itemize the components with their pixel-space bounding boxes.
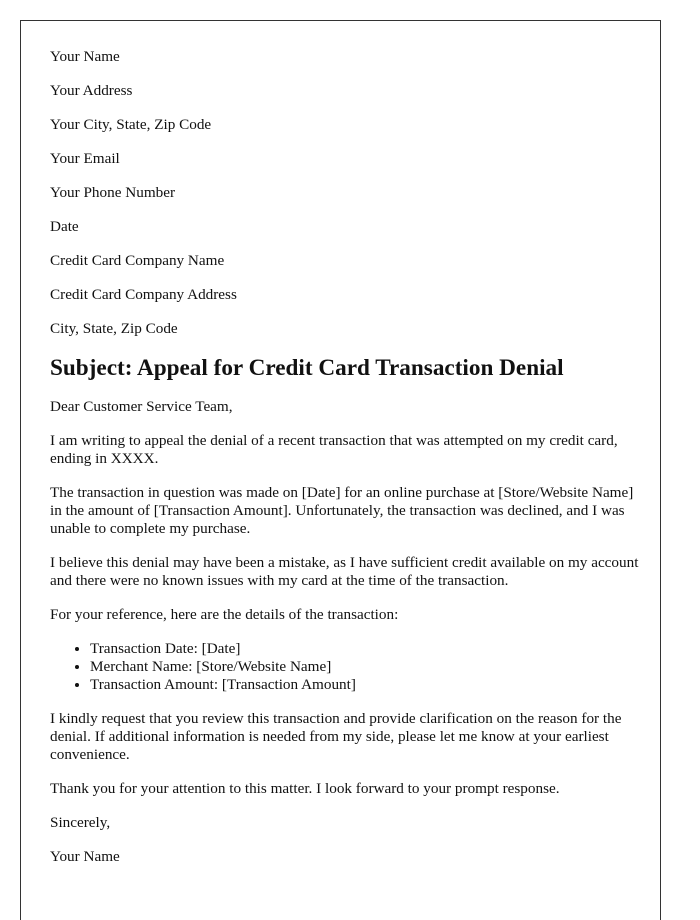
sender-name: Your Name [50,48,120,65]
sender-phone: Your Phone Number [50,184,176,201]
subject-heading: Subject: Appeal for Credit Card Transaction Denial [50,355,564,381]
sender-address: Your Address [50,82,133,99]
sender-city-state-zip: Your City, State, Zip Code [50,116,212,133]
recipient-city-state-zip: City, State, Zip Code [50,320,178,337]
sender-email: Your Email [50,150,120,167]
body-paragraph: The transaction in question was made on [Date] for an online purchase at [Store/Website Name] in the amount of [Transaction Amount]. Unfortunately, the transaction was declined, and I was unable to complete my purchase. [50,484,634,537]
list-item: • Transaction Date: [Date] [90,640,640,658]
recipient-company-name: Credit Card Company Name [50,252,225,269]
recipient-company-address: Credit Card Company Address [50,286,237,303]
transaction-details-list [50,640,640,694]
body-paragraph: For your reference, here are the details of the transaction: [50,606,399,623]
list-item: • Transaction Amount: [Transaction Amount] [90,676,640,694]
signoff: Sincerely, [50,814,111,831]
letter-date: Date [50,218,79,235]
body-paragraph: Thank you for your attention to this matter. I look forward to your prompt response. [50,780,560,797]
list-item: • Merchant Name: [Store/Website Name] [90,658,640,676]
signature-name: Your Name [50,848,120,865]
salutation: Dear Customer Service Team, [50,398,233,415]
body-paragraph: I am writing to appeal the denial of a recent transaction that was attempted on my credit card, ending in XXXX. [50,432,618,467]
body-paragraph: I kindly request that you review this transaction and provide clarification on the reason for the denial. If additional information is needed from my side, please let me know at your earliest convenience. [50,710,622,763]
body-paragraph: I believe this denial may have been a mistake, as I have sufficient credit available on my account and there were no known issues with my card at the time of the transaction. [50,554,639,589]
letter-page [20,20,661,920]
letter-content [50,48,640,882]
